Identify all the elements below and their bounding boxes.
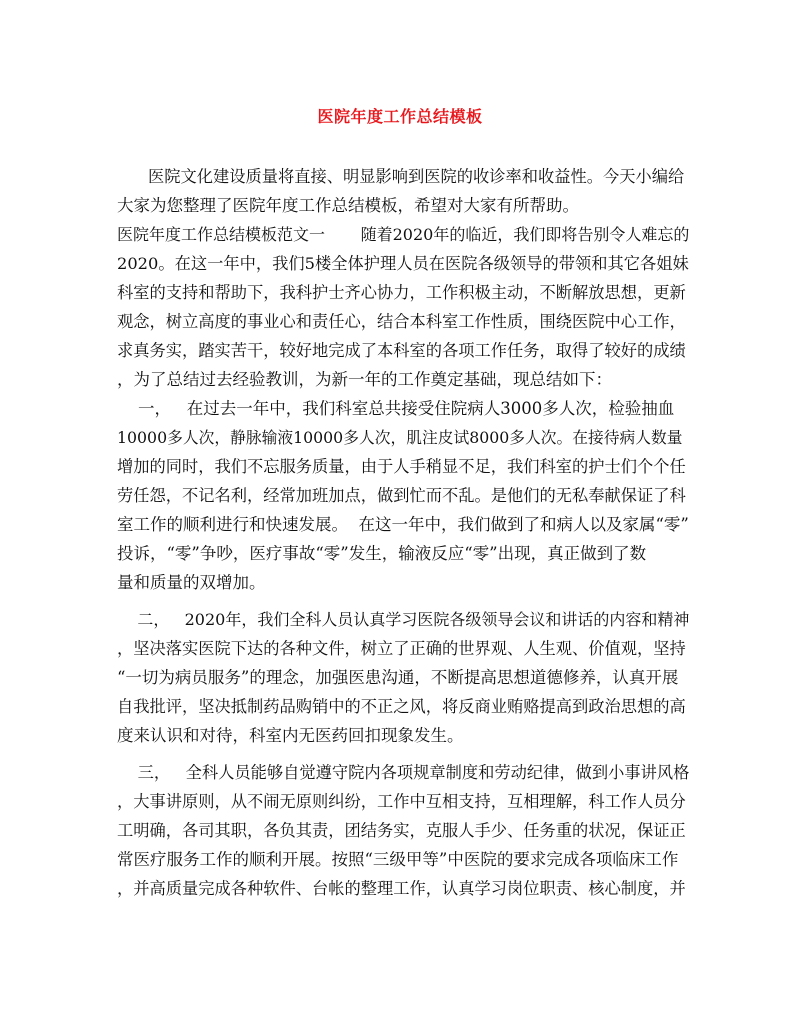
paragraph-block-1 [117, 162, 689, 597]
text-line: 度来认识和对待，科室内无医药回扣现象发生。 [117, 726, 464, 745]
document-body [117, 162, 689, 903]
text-line: 室工作的顺利进行和快速发展。 在这一年中，我们做到了和病人以及家属“零” [117, 515, 689, 534]
text-line: 二， 2020年，我们全科人员认真学习医院各级领导会议和讲话的内容和精神 [117, 610, 689, 629]
text-line: 医院年度工作总结模板范文一 随着2020年的临近，我们即将告别令人难忘的 [117, 225, 689, 244]
paragraph-block-2 [117, 605, 689, 750]
text-line: 三， 全科人员能够自觉遵守院内各项规章制度和劳动纪律，做到小事讲风格 [117, 763, 689, 782]
text-line: 医院文化建设质量将直接、明显影响到医院的收诊率和收益性。今天小编给 [117, 167, 685, 186]
text-line: 科室的支持和帮助下，我科护士齐心协力，工作积极主动，不断解放思想，更新 [117, 283, 686, 302]
text-line: 增加的同时，我们不忘服务质量，由于人手稍显不足，我们科室的护士们个个任 [117, 457, 686, 476]
text-line: 量和质量的双增加。 [117, 573, 266, 592]
text-line: 2020。在这一年中，我们5楼全体护理人员在医院各级领导的带领和其它各姐妹 [117, 254, 689, 273]
text-line: 观念，树立高度的事业心和责任心，结合本科室工作性质，围绕医院中心工作， [117, 312, 686, 331]
text-line: ，为了总结过去经验教训，为新一年的工作奠定基础，现总结如下： [117, 370, 612, 389]
text-line: ，并高质量完成各种软件、台帐的整理工作，认真学习岗位职责、核心制度，并 [117, 879, 686, 898]
text-line: 常医疗服务工作的顺利开展。按照“三级甲等”中医院的要求完成各项临床工作 [117, 850, 679, 869]
paragraph-gap [117, 597, 689, 605]
text-line: 自我批评，坚决抵制药品购销中的不正之风，将反商业贿赂提高到政治思想的高 [117, 697, 686, 716]
text-line: ，坚决落实医院下达的各种文件，树立了正确的世界观、人生观、价值观，坚持 [117, 639, 686, 658]
document-title: 医院年度工作总结模板 [317, 107, 483, 126]
text-line: 投诉，“零”争吵，医疗事故“零”发生，输液反应“零”出现，真正做到了数 [117, 544, 647, 563]
paragraph-gap [117, 750, 689, 758]
text-line: 大家为您整理了医院年度工作总结模板，希望对大家有所帮助。 [117, 196, 579, 215]
text-line: ，大事讲原则，从不闹无原则纠纷，工作中互相支持，互相理解，科工作人员分 [117, 792, 686, 811]
text-line: “一切为病员服务”的理念，加强医患沟通，不断提高思想道德修养，认真开展 [117, 668, 679, 687]
text-line: 求真务实，踏实苦干，较好地完成了本科室的各项工作任务，取得了较好的成绩 [117, 341, 686, 360]
paragraph-block-3 [117, 758, 689, 903]
text-line: 一， 在过去一年中，我们科室总共接受住院病人3000多人次，检验抽血 [117, 399, 675, 418]
text-line: 工明确，各司其职，各负其责，团结务实，克服人手少、任务重的状况，保证正 [117, 821, 686, 840]
text-line: 劳任怨，不记名利，经常加班加点，做到忙而不乱。是他们的无私奉献保证了科 [117, 486, 686, 505]
text-line: 10000多人次，静脉输液10000多人次，肌注皮试8000多人次。在接待病人数量 [117, 428, 683, 447]
